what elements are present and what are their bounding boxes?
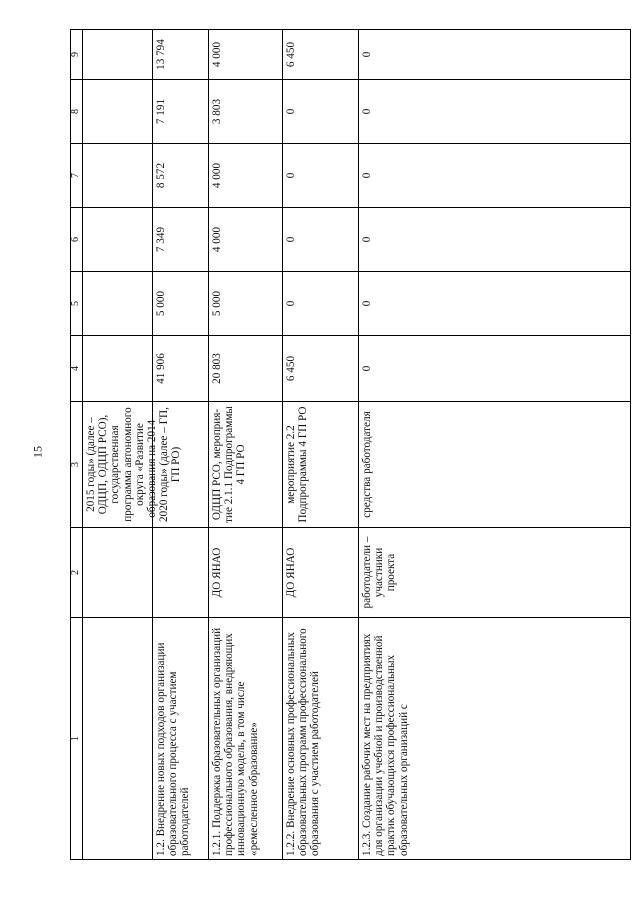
page-number: 15	[30, 446, 45, 458]
column-number: 9	[71, 29, 83, 79]
cell-source: средства работодателя	[359, 401, 631, 527]
cell-executor: работодатели – участники проекта	[359, 527, 631, 617]
cell-value: 0	[283, 79, 359, 143]
column-number: 2	[71, 527, 83, 617]
cell-value: 20 803	[209, 335, 283, 401]
cell-source: мероприятие 2.2 Подпрограммы 4 ГП РО	[283, 401, 359, 527]
cell-value	[83, 143, 153, 207]
cell-executor	[153, 527, 209, 617]
cell-activity: 1.2.2. Внедрение основных профессиональных образовательных программ профессионального образования с участием работодателей	[283, 617, 359, 859]
cell-value: 41 906	[153, 335, 209, 401]
table-container	[70, 30, 630, 860]
cell-activity	[83, 617, 153, 859]
cell-value	[83, 207, 153, 271]
cell-activity: 1.2.3. Создание рабочих мест на предприятиях для организации учебной и производственной практик обучающихся профессиональных образовательных организаций с	[359, 617, 631, 859]
cell-value: 0	[283, 207, 359, 271]
cell-value: 0	[359, 79, 631, 143]
cell-value: 6 450	[283, 29, 359, 79]
cell-executor: ДО ЯНАО	[209, 527, 283, 617]
cell-value: 5 000	[153, 271, 209, 335]
cell-value	[83, 335, 153, 401]
cell-value: 0	[359, 335, 631, 401]
cell-executor	[83, 527, 153, 617]
cell-value: 6 450	[283, 335, 359, 401]
cell-source: ОДЦП РСО, мероприя-тие 2.1.1 Подпрограммы 4 ГП РО	[209, 401, 283, 527]
cell-executor: ДО ЯНАО	[283, 527, 359, 617]
cell-source	[153, 401, 209, 527]
cell-value: 8 572	[153, 143, 209, 207]
column-number: 4	[71, 335, 83, 401]
cell-value	[83, 79, 153, 143]
column-number: 1	[71, 617, 83, 859]
cell-source: 2015 годы» (далее – ОДЦП, ОДЦП РСО), государственная программа автономного округа «Развитие образования на 2014 – 2020 годы» (далее – ГП, ГП РО)	[83, 401, 153, 527]
column-number: 5	[71, 271, 83, 335]
cell-value: 0	[359, 271, 631, 335]
cell-value: 0	[359, 143, 631, 207]
cell-value: 4 000	[209, 143, 283, 207]
cell-value: 0	[359, 207, 631, 271]
cell-value: 7 191	[153, 79, 209, 143]
cell-activity: 1.2. Внедрение новых подходов организации образовательного процесса с участием работодателей	[153, 617, 209, 859]
cell-activity: 1.2.1. Поддержка образовательных организаций профессионального образования, внедряющих инновационную модель, в том числе «ремесленное образование»	[209, 617, 283, 859]
column-number: 6	[71, 207, 83, 271]
cell-value	[83, 29, 153, 79]
column-number: 7	[71, 143, 83, 207]
cell-value: 0	[359, 29, 631, 79]
cell-value: 5 000	[209, 271, 283, 335]
cell-value: 0	[283, 143, 359, 207]
cell-value: 3 803	[209, 79, 283, 143]
column-number: 8	[71, 79, 83, 143]
cell-value: 7 349	[153, 207, 209, 271]
column-number: 3	[71, 401, 83, 527]
cell-value: 13 794	[153, 29, 209, 79]
program-table	[70, 29, 631, 860]
cell-value	[83, 271, 153, 335]
cell-value: 4 000	[209, 207, 283, 271]
cell-value: 0	[283, 271, 359, 335]
cell-value: 4 000	[209, 29, 283, 79]
